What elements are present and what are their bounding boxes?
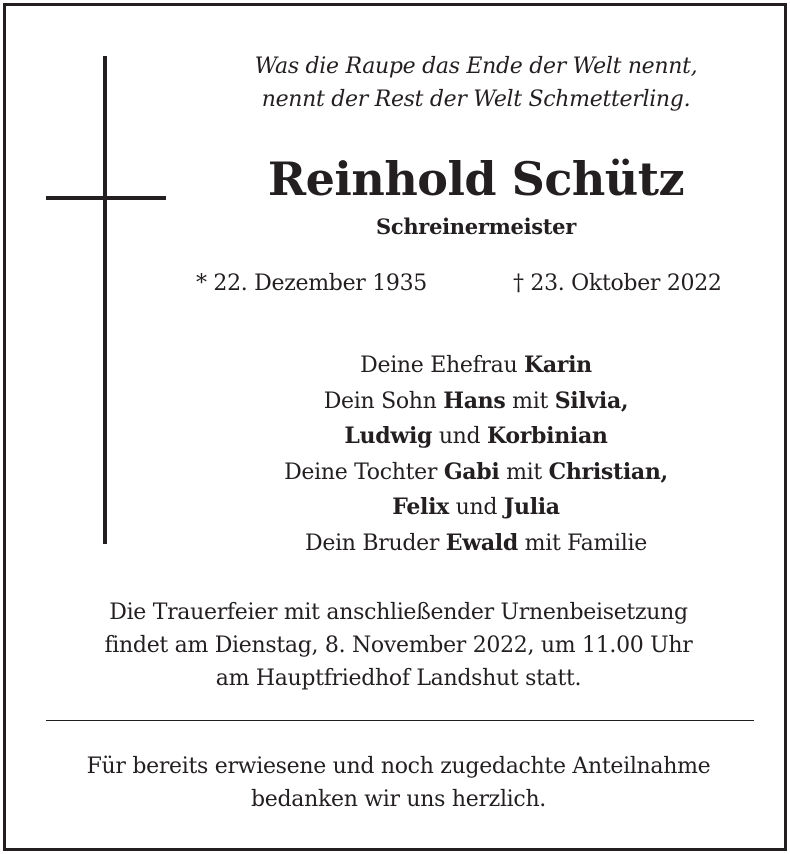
mourner-name: Christian,: [548, 458, 668, 485]
divider: [46, 720, 754, 721]
deceased-profession: Schreinermeister: [375, 214, 577, 239]
relation-text: Deine Ehefrau: [360, 353, 525, 378]
mourner-line: [186, 526, 766, 562]
mourner-line: [186, 348, 766, 384]
cross-icon-crossbar: [46, 196, 166, 200]
relation-text: mit: [505, 388, 555, 414]
mourner-name: Karin: [524, 352, 592, 378]
relation-text: und: [432, 424, 488, 449]
thanks-line: bedanken wir uns herzlich.: [250, 787, 547, 812]
cross-icon: [103, 56, 107, 544]
mourner-name: Julia: [503, 494, 560, 520]
relation-text: mit: [499, 459, 549, 485]
quote-line: Was die Raupe das Ende der Welt nennt,: [254, 54, 698, 79]
thanks-note: [26, 750, 771, 816]
ceremony-line: Die Trauerfeier mit anschließender Urnenbeisetzung: [109, 600, 688, 625]
deceased-name: Reinhold Schütz: [267, 152, 685, 206]
mourner-name: Hans: [443, 387, 506, 414]
obituary-notice: [3, 3, 787, 851]
birth-date: * 22. Dezember 1935: [196, 271, 428, 296]
mourner-name: Ludwig: [344, 423, 433, 449]
relation-text: und: [448, 495, 504, 520]
memorial-quote: [186, 50, 766, 116]
mourner-line: [186, 455, 766, 491]
mourner-name: Ewald: [445, 529, 518, 556]
relation-text: Dein Bruder: [305, 530, 446, 556]
mourner-line: [186, 490, 766, 526]
mourners-list: [186, 348, 766, 561]
quote-line: nennt der Rest der Welt Schmetterling.: [261, 87, 691, 112]
ceremony-line: am Hauptfriedhof Landshut statt.: [215, 666, 582, 691]
mourner-name: Felix: [392, 494, 449, 520]
mourner-line: [186, 419, 766, 455]
ceremony-line: findet am Dienstag, 8. November 2022, um 11.00 Uhr: [104, 633, 693, 658]
ceremony-info: [26, 596, 771, 695]
mourner-name: Korbinian: [487, 423, 608, 449]
thanks-line: Für bereits erwiesene und noch zugedachte Anteilnahme: [86, 754, 711, 779]
mourner-name: Silvia,: [554, 387, 629, 414]
relation-text: Deine Tochter: [284, 459, 444, 485]
mourner-name: Gabi: [443, 458, 500, 485]
relation-text: mit Familie: [517, 530, 647, 556]
relation-text: Dein Sohn: [323, 388, 444, 414]
mourner-line: [186, 384, 766, 420]
death-date: † 23. Oktober 2022: [513, 271, 722, 296]
